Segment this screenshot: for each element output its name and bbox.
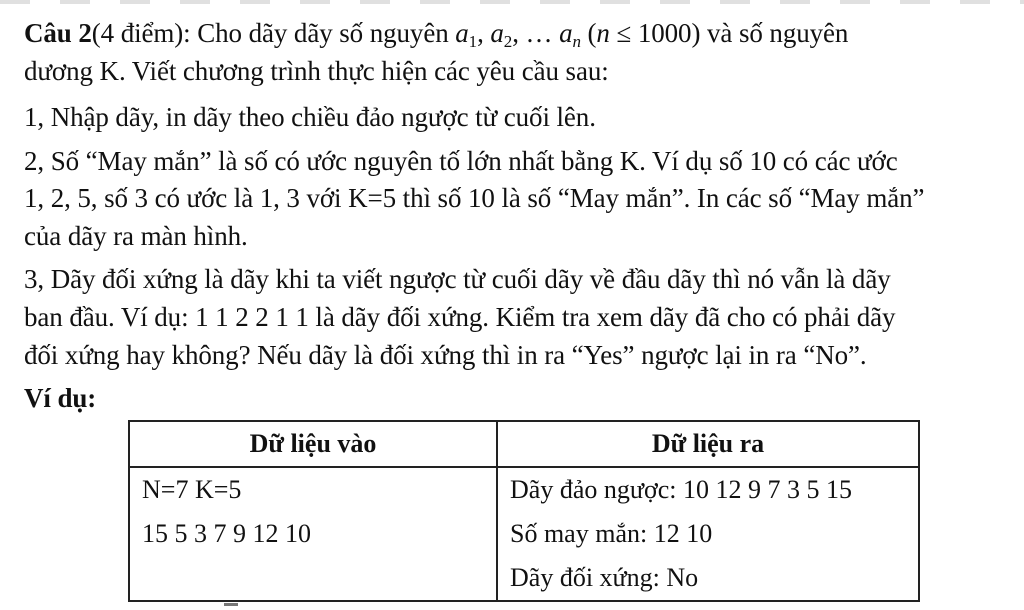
requirement-2-line-3: của dãy ra màn hình. — [24, 221, 248, 251]
output-line: Dãy đối xứng: No — [510, 563, 699, 592]
table-row — [129, 467, 919, 601]
input-line: 15 5 3 7 9 12 10 — [142, 519, 311, 548]
question-intro: Cho dãy dãy số nguyên — [190, 18, 456, 48]
question-points: (4 điểm): — [91, 18, 191, 48]
requirement-3-line-2: ban đầu. Ví dụ: 1 1 2 2 1 1 là dãy đối xứng. Kiểm tra xem dãy đã cho có phải dãy — [24, 302, 896, 332]
seq-a2: a — [490, 18, 504, 48]
cond-close: ) — [691, 18, 701, 48]
cond-open: ( — [580, 18, 597, 48]
sequence-formula — [455, 18, 701, 51]
input-line-empty — [142, 556, 484, 600]
requirement-1: 1, Nhập dãy, in dãy theo chiều đảo ngược từ cuối lên. — [24, 102, 596, 132]
header-input: Dữ liệu vào — [129, 421, 497, 467]
question-label: Câu 2 — [24, 18, 92, 48]
previous-text-edge — [0, 0, 1024, 4]
seq-dots: , … — [512, 18, 560, 48]
seq-sub-2: 2 — [503, 32, 513, 51]
cond-n: n — [596, 18, 610, 48]
cond-max: 1000 — [637, 18, 692, 48]
requirement-2-line-1: 2, Số “May mắn” là số có ước nguyên tố lớn nhất bằng K. Ví dụ số 10 có các ước — [24, 146, 898, 176]
page-edge-mark — [224, 603, 238, 606]
output-line: Dãy đảo ngược: 10 12 9 7 3 5 15 — [510, 475, 852, 504]
question-line-2: dương K. Viết chương trình thực hiện các yêu cầu sau: — [24, 56, 609, 86]
header-output: Dữ liệu ra — [497, 421, 919, 467]
seq-an: a — [559, 18, 573, 48]
requirement-3-line-1: 3, Dãy đối xứng là dãy khi ta viết ngược từ cuối dãy về đầu dãy thì nó vẫn là dãy — [24, 264, 891, 294]
example-table — [128, 420, 920, 602]
question-header-line — [24, 16, 1000, 59]
question-intro-after: và số nguyên — [700, 18, 849, 48]
requirement-3-line-3: đối xứng hay không? Nếu dãy là đối xứng thì in ra “Yes” ngược lại in ra “No”. — [24, 340, 867, 370]
seq-a1: a — [455, 18, 469, 48]
output-cell — [497, 467, 919, 601]
output-line: Số may mắn: 12 10 — [510, 519, 713, 548]
input-cell — [129, 467, 497, 601]
seq-sub-1: 1 — [468, 32, 478, 51]
seq-sub-n: n — [572, 32, 581, 51]
table-header-row — [129, 421, 919, 467]
seq-comma: , — [477, 18, 491, 48]
example-label: Ví dụ: — [24, 383, 97, 413]
requirement-2-line-2: 1, 2, 5, số 3 có ước là 1, 3 với K=5 thì số 10 là số “May mắn”. In các số “May mắn” — [24, 183, 925, 213]
input-line: N=7 K=5 — [142, 475, 242, 504]
cond-le: ≤ — [609, 18, 638, 48]
